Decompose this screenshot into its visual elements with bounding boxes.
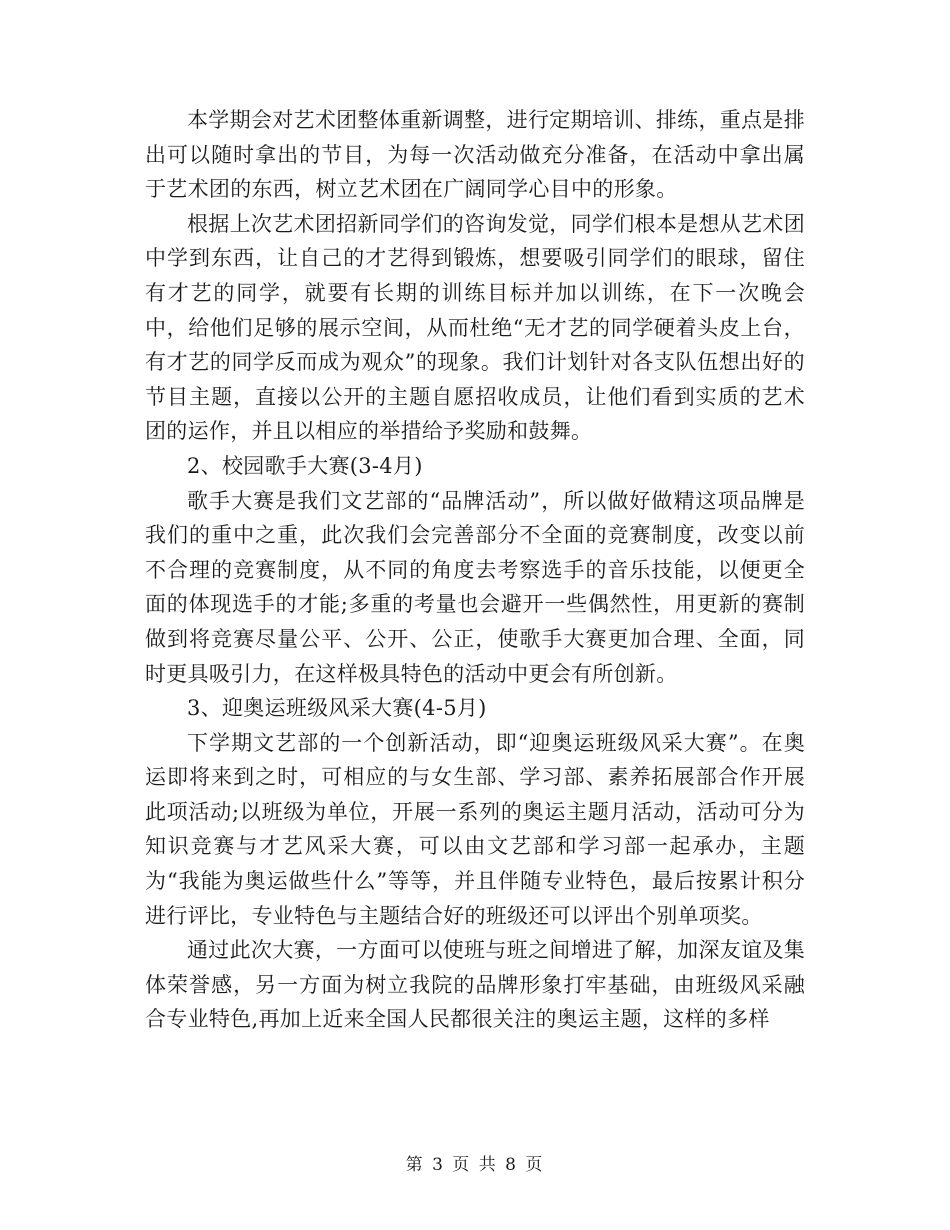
paragraph-recruitment-feedback: 根据上次艺术团招新同学们的咨询发觉，同学们根本是想从艺术团中学到东西，让自己的才艺得到锻炼，想要吸引同学们的眼球，留住有才艺的同学，就要有长期的训练目标并加以训练，在下一次晚会中，给他们足够的展示空间，从而杜绝“无才艺的同学硬着头皮上台，有才艺的同学反而成为观众”的现象。我们计划针对各支队伍想出好的节目主题，直接以公开的主题自愿招收成员，让他们看到实质的艺术团的运作，并且以相应的举措给予奖励和鼓舞。 <box>145 211 805 444</box>
heading-olympic-class-contest: 3、迎奥运班级风采大赛(4-5月) <box>187 696 487 721</box>
paragraph-olympic-class-contest: 下学期文艺部的一个创新活动，即“迎奥运班级风采大赛”。在奥运即将来到之时，可相应的与女生部、学习部、素养拓展部合作开展此项活动;以班级为单位，开展一系列的奥运主题月活动，活动可分为知识竞赛与才艺风采大赛，可以由文艺部和学习部一起承办，主题为“我能为奥运做些什么”等等，并且伴随专业特色，最后按累计积分进行评比，专业特色与主题结合好的班级还可以评出个别单项奖。 <box>145 730 805 928</box>
paragraph-contest-benefits: 通过此次大赛，一方面可以使班与班之间增进了解，加深友谊及集体荣誉感，另一方面为树立我院的品牌形象打牢基础，由班级风采融合专业特色,再加上近来全国人民都很关注的奥运主题，这样的多样 <box>145 938 805 1032</box>
page-number-footer: 第 3 页 共 8 页 <box>405 1155 545 1175</box>
paragraph-art-troupe-adjustment: 本学期会对艺术团整体重新调整，进行定期培训、排练，重点是排出可以随时拿出的节目，为每一次活动做充分准备，在活动中拿出属于艺术团的东西，树立艺术团在广阔同学心目中的形象。 <box>145 108 805 202</box>
paragraph-singer-contest: 歌手大赛是我们文艺部的“品牌活动”，所以做好做精这项品牌是我们的重中之重，此次我们会完善部分不全面的竞赛制度，改变以前不合理的竞赛制度，从不同的角度去考察选手的音乐技能，以便更全面的体现选手的才能;多重的考量也会避开一些偶然性，用更新的赛制做到将竞赛尽量公平、公开、公正，使歌手大赛更加合理、全面，同时更具吸引力，在这样极具特色的活动中更会有所创新。 <box>145 488 805 686</box>
document-body <box>145 103 805 1037</box>
heading-campus-singer-contest: 2、校园歌手大赛(3-4月) <box>187 453 423 478</box>
